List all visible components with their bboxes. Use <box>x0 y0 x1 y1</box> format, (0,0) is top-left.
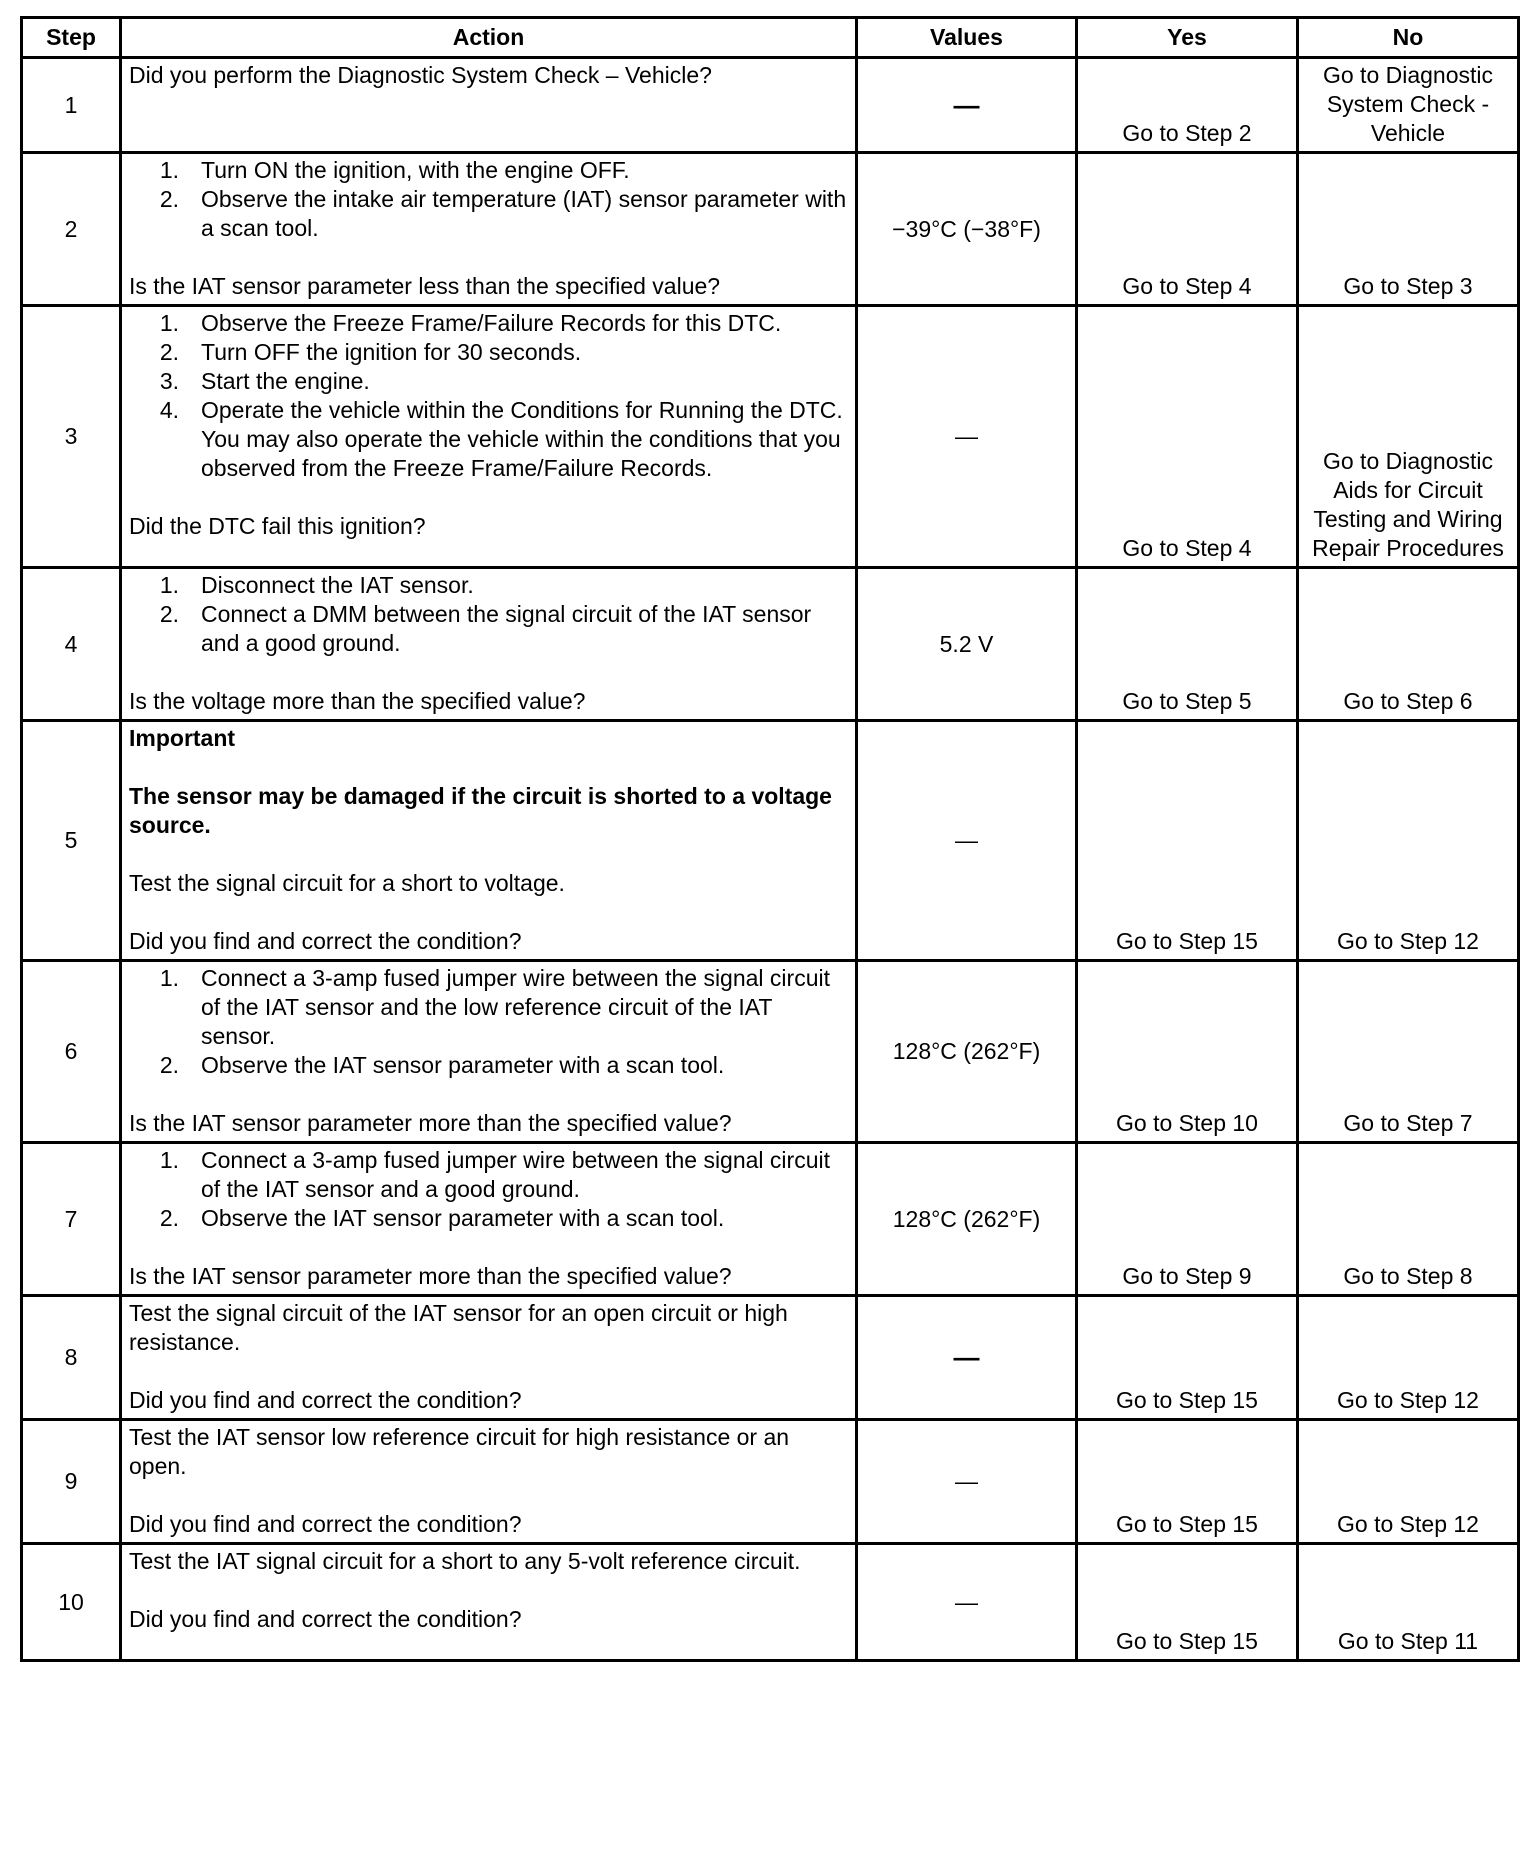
table-row <box>22 961 1519 1143</box>
action-question: Is the voltage more than the specified value? <box>129 688 586 714</box>
action-question: Is the IAT sensor parameter more than the specified value? <box>129 1110 732 1136</box>
action-step <box>129 338 847 367</box>
step-number: 10 <box>22 1544 121 1661</box>
no-result: Go to Step 12 <box>1298 1296 1519 1420</box>
value-cell <box>857 1296 1077 1420</box>
no-result: Go to Step 6 <box>1298 568 1519 721</box>
action-step-text: Connect a 3-amp fused jumper wire between the signal circuit of the IAT sensor and a good ground. <box>201 1147 830 1202</box>
action-step-text: Turn OFF the ignition for 30 seconds. <box>201 339 582 365</box>
table-row <box>22 721 1519 961</box>
value-cell <box>857 58 1077 153</box>
table-row <box>22 1544 1519 1661</box>
no-result: Go to Diagnostic System Check - Vehicle <box>1298 58 1519 153</box>
action-step-text: Start the engine. <box>201 368 370 394</box>
action-question: Did you find and correct the condition? <box>129 1511 522 1537</box>
action-step-number: 2. <box>159 1052 179 1078</box>
table-row <box>22 568 1519 721</box>
diagnostic-table-container <box>20 16 1520 1662</box>
action-cell <box>121 568 857 721</box>
action-intro: Test the signal circuit for a short to voltage. <box>129 870 565 896</box>
no-result: Go to Step 8 <box>1298 1143 1519 1296</box>
yes-result: Go to Step 5 <box>1077 568 1298 721</box>
important-label: Important <box>129 725 236 751</box>
yes-result: Go to Step 15 <box>1077 721 1298 961</box>
value-cell <box>857 568 1077 721</box>
header-action: Action <box>121 18 857 58</box>
action-step-number: 4. <box>159 397 179 423</box>
action-steps-list <box>129 571 847 658</box>
action-step <box>129 600 847 658</box>
table-row <box>22 58 1519 153</box>
action-steps-list <box>129 1146 847 1233</box>
action-steps-list <box>129 964 847 1080</box>
step-number: 5 <box>22 721 121 961</box>
value-text: — <box>953 89 980 120</box>
action-step <box>129 185 847 243</box>
action-question: Did the DTC fail this ignition? <box>129 513 426 539</box>
action-cell <box>121 961 857 1143</box>
action-step-text: Connect a DMM between the signal circuit of the IAT sensor and a good ground. <box>201 601 812 656</box>
action-step-text: Observe the IAT sensor parameter with a scan tool. <box>201 1205 725 1231</box>
action-step-number: 2. <box>159 186 179 212</box>
action-step-text: Turn ON the ignition, with the engine OFF. <box>201 157 630 183</box>
header-no: No <box>1298 18 1519 58</box>
action-step-number: 1. <box>159 310 179 336</box>
action-step <box>129 1051 847 1080</box>
action-step <box>129 396 847 483</box>
table-row <box>22 1420 1519 1544</box>
warning-text: The sensor may be damaged if the circuit is shorted to a voltage source. <box>129 783 832 838</box>
action-step-number: 2. <box>159 339 179 365</box>
no-result: Go to Diagnostic Aids for Circuit Testing and Wiring Repair Procedures <box>1298 306 1519 568</box>
value-cell <box>857 153 1077 306</box>
value-cell <box>857 721 1077 961</box>
value-cell <box>857 961 1077 1143</box>
action-cell <box>121 1420 857 1544</box>
no-result: Go to Step 11 <box>1298 1544 1519 1661</box>
value-cell <box>857 1143 1077 1296</box>
yes-result: Go to Step 15 <box>1077 1420 1298 1544</box>
header-values: Values <box>857 18 1077 58</box>
action-intro: Test the IAT sensor low reference circuit for high resistance or an open. <box>129 1424 790 1479</box>
step-number: 2 <box>22 153 121 306</box>
step-number: 6 <box>22 961 121 1143</box>
action-step-number: 1. <box>159 572 179 598</box>
value-text: — <box>955 1468 978 1494</box>
header-yes: Yes <box>1077 18 1298 58</box>
action-step-text: Disconnect the IAT sensor. <box>201 572 474 598</box>
action-question: Did you find and correct the condition? <box>129 928 522 954</box>
action-cell <box>121 721 857 961</box>
action-steps-list <box>129 156 847 243</box>
table-row <box>22 1296 1519 1420</box>
no-result: Go to Step 12 <box>1298 721 1519 961</box>
no-result: Go to Step 3 <box>1298 153 1519 306</box>
header-step: Step <box>22 18 121 58</box>
value-text: 5.2 V <box>939 630 994 657</box>
action-step-number: 3. <box>159 368 179 394</box>
action-cell <box>121 153 857 306</box>
value-cell <box>857 1420 1077 1544</box>
action-step <box>129 367 847 396</box>
value-cell <box>857 1544 1077 1661</box>
action-step-text: Observe the Freeze Frame/Failure Records for this DTC. <box>201 310 782 336</box>
action-question: Is the IAT sensor parameter less than the specified value? <box>129 273 721 299</box>
action-step <box>129 309 847 338</box>
action-step-number: 1. <box>159 1147 179 1173</box>
action-question: Did you find and correct the condition? <box>129 1387 522 1413</box>
no-result: Go to Step 12 <box>1298 1420 1519 1544</box>
action-step <box>129 156 847 185</box>
action-cell <box>121 58 857 153</box>
action-cell <box>121 1544 857 1661</box>
step-number: 4 <box>22 568 121 721</box>
action-step <box>129 1146 847 1204</box>
step-number: 3 <box>22 306 121 568</box>
step-number: 9 <box>22 1420 121 1544</box>
action-step-number: 1. <box>159 965 179 991</box>
action-step <box>129 964 847 1051</box>
value-text: — <box>955 1588 978 1615</box>
action-steps-list <box>129 309 847 483</box>
step-number: 7 <box>22 1143 121 1296</box>
action-question: Did you find and correct the condition? <box>129 1606 522 1632</box>
yes-result: Go to Step 4 <box>1077 153 1298 306</box>
action-step-number: 2. <box>159 1205 179 1231</box>
yes-result: Go to Step 15 <box>1077 1296 1298 1420</box>
action-cell <box>121 306 857 568</box>
action-step <box>129 1204 847 1233</box>
yes-result: Go to Step 4 <box>1077 306 1298 568</box>
diagnostic-table <box>20 16 1520 1662</box>
action-intro: Test the signal circuit of the IAT sensor for an open circuit or high resistance. <box>129 1300 788 1355</box>
action-cell <box>121 1296 857 1420</box>
value-text: 128°C (262°F) <box>892 1205 1041 1232</box>
action-step-text: Operate the vehicle within the Conditions for Running the DTC. You may also operate the vehicle within the conditions that you observed from the Freeze Frame/Failure Records. <box>201 397 843 481</box>
table-row <box>22 306 1519 568</box>
table-row <box>22 1143 1519 1296</box>
value-cell <box>857 306 1077 568</box>
action-step-text: Observe the intake air temperature (IAT) sensor parameter with a scan tool. <box>201 186 847 241</box>
action-cell <box>121 1143 857 1296</box>
table-row <box>22 153 1519 306</box>
yes-result: Go to Step 15 <box>1077 1544 1298 1661</box>
no-result: Go to Step 7 <box>1298 961 1519 1143</box>
value-text: — <box>953 1342 980 1372</box>
yes-result: Go to Step 9 <box>1077 1143 1298 1296</box>
value-text: — <box>955 423 978 449</box>
step-number: 8 <box>22 1296 121 1420</box>
value-text: 128°C (262°F) <box>892 1038 1041 1064</box>
action-step <box>129 571 847 600</box>
yes-result: Go to Step 2 <box>1077 58 1298 153</box>
action-intro: Test the IAT signal circuit for a short to any 5-volt reference circuit. <box>129 1548 801 1574</box>
yes-result: Go to Step 10 <box>1077 961 1298 1143</box>
step-number: 1 <box>22 58 121 153</box>
action-step-text: Observe the IAT sensor parameter with a scan tool. <box>201 1052 725 1078</box>
header-row <box>22 18 1519 58</box>
value-text: −39°C (−38°F) <box>892 215 1041 242</box>
value-text: — <box>955 827 978 853</box>
action-step-number: 1. <box>159 157 179 183</box>
action-step-number: 2. <box>159 601 179 627</box>
action-step-text: Connect a 3-amp fused jumper wire between the signal circuit of the IAT sensor and the low reference circuit of the IAT sensor. <box>201 965 830 1049</box>
action-question: Is the IAT sensor parameter more than the specified value? <box>129 1263 732 1289</box>
action-intro: Did you perform the Diagnostic System Check – Vehicle? <box>129 62 712 88</box>
